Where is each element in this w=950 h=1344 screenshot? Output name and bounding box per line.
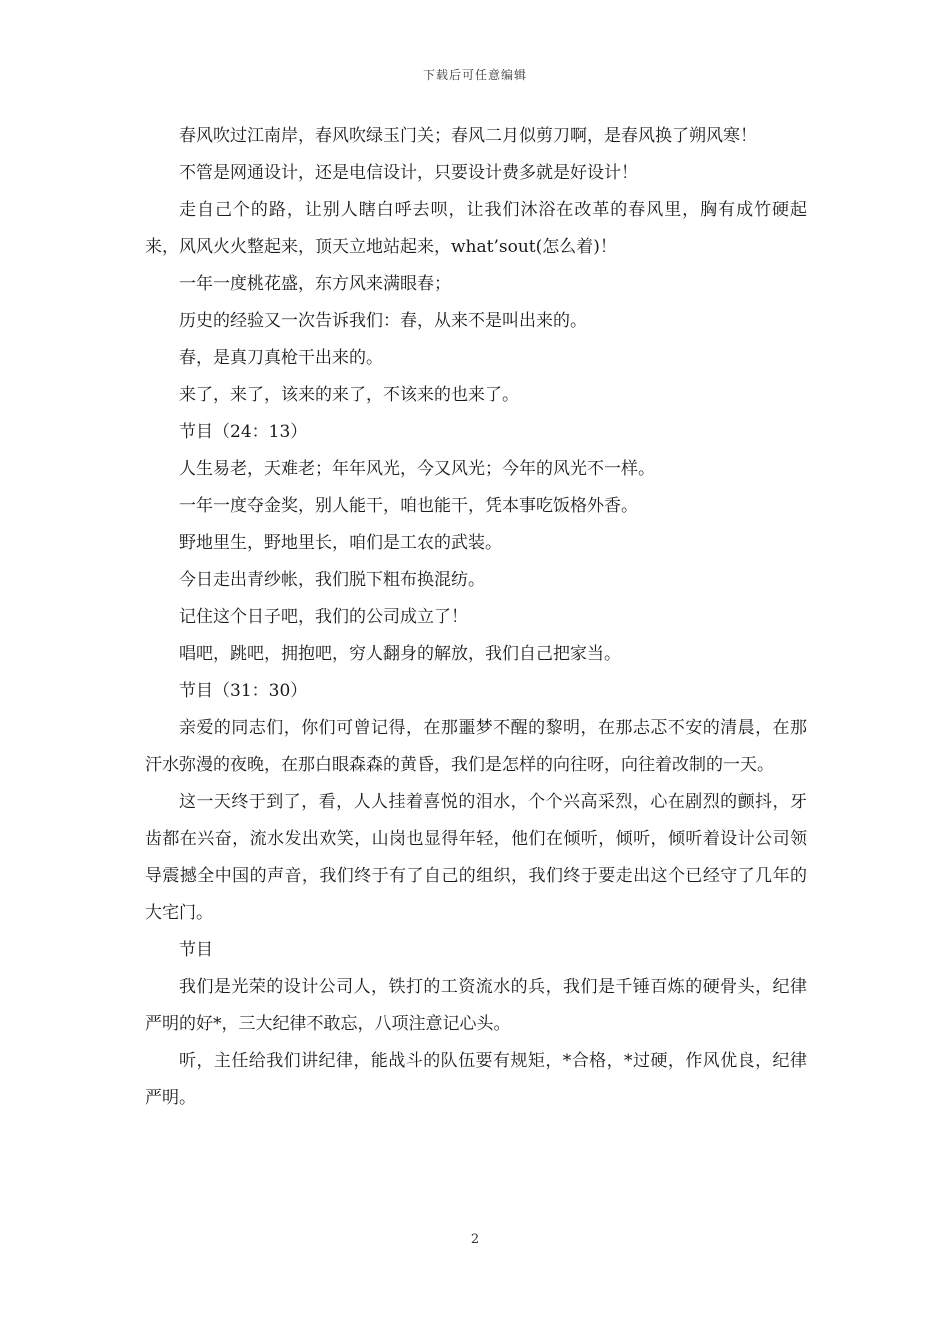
paragraph: 一年一度夺金奖，别人能干，咱也能干，凭本事吃饭格外香。 bbox=[179, 496, 638, 516]
paragraph: 记住这个日子吧，我们的公司成立了！ bbox=[179, 607, 468, 627]
section-heading: 节目（24：13） bbox=[179, 422, 308, 442]
paragraph: 我们是光荣的设计公司人，铁打的工资流水的兵，我们是千锤百炼的硬骨头，纪律严明的好*，三大纪律不敢忘，八项注意记心头。 bbox=[145, 977, 807, 1034]
document-body bbox=[145, 118, 807, 1117]
paragraph: 走自己个的路，让别人瞎白呼去呗，让我们沐浴在改革的春风里，胸有成竹硬起来，风风火火整起来，顶天立地站起来，what’sout(怎么着)！ bbox=[145, 200, 807, 257]
paragraph: 来了，来了，该来的来了，不该来的也来了。 bbox=[179, 385, 519, 405]
paragraph: 历史的经验又一次告诉我们：春，从来不是叫出来的。 bbox=[179, 311, 587, 331]
section-heading: 节目 bbox=[179, 940, 213, 960]
paragraph: 今日走出青纱帐，我们脱下粗布换混纺。 bbox=[179, 570, 485, 590]
paragraph: 一年一度桃花盛，东方风来满眼春； bbox=[179, 274, 451, 294]
section-heading: 节目（31：30） bbox=[179, 681, 308, 701]
paragraph: 唱吧，跳吧，拥抱吧，穷人翻身的解放，我们自己把家当。 bbox=[179, 644, 621, 664]
paragraph: 春，是真刀真枪干出来的。 bbox=[179, 348, 383, 368]
paragraph: 亲爱的同志们，你们可曾记得，在那噩梦不醒的黎明，在那忐忑不安的清晨，在那汗水弥漫的夜晚，在那白眼森森的黄昏，我们是怎样的向往呀，向往着改制的一天。 bbox=[145, 718, 807, 775]
paragraph: 不管是网通设计，还是电信设计，只要设计费多就是好设计！ bbox=[179, 163, 638, 183]
page-header: 下载后可任意编辑 bbox=[422, 68, 527, 82]
paragraph: 人生易老，天难老；年年风光，今又风光；今年的风光不一样。 bbox=[179, 459, 655, 479]
paragraph: 野地里生，野地里长，咱们是工农的武装。 bbox=[179, 533, 502, 553]
paragraph: 春风吹过江南岸，春风吹绿玉门关；春风二月似剪刀啊，是春风换了朔风寒！ bbox=[179, 126, 757, 146]
paragraph: 这一天终于到了，看，人人挂着喜悦的泪水，个个兴高采烈，心在剧烈的颤抖，牙齿都在兴奋，流水发出欢笑，山岗也显得年轻，他们在倾听，倾听，倾听着设计公司领导震撼全中国的声音，我们终于有了自己的组织，我们终于要走出这个已经守了几年的大宅门。 bbox=[145, 792, 807, 923]
paragraph: 听，主任给我们讲纪律，能战斗的队伍要有规矩，*合格，*过硬，作风优良，纪律严明。 bbox=[145, 1051, 807, 1108]
page-number: 2 bbox=[470, 1232, 480, 1247]
